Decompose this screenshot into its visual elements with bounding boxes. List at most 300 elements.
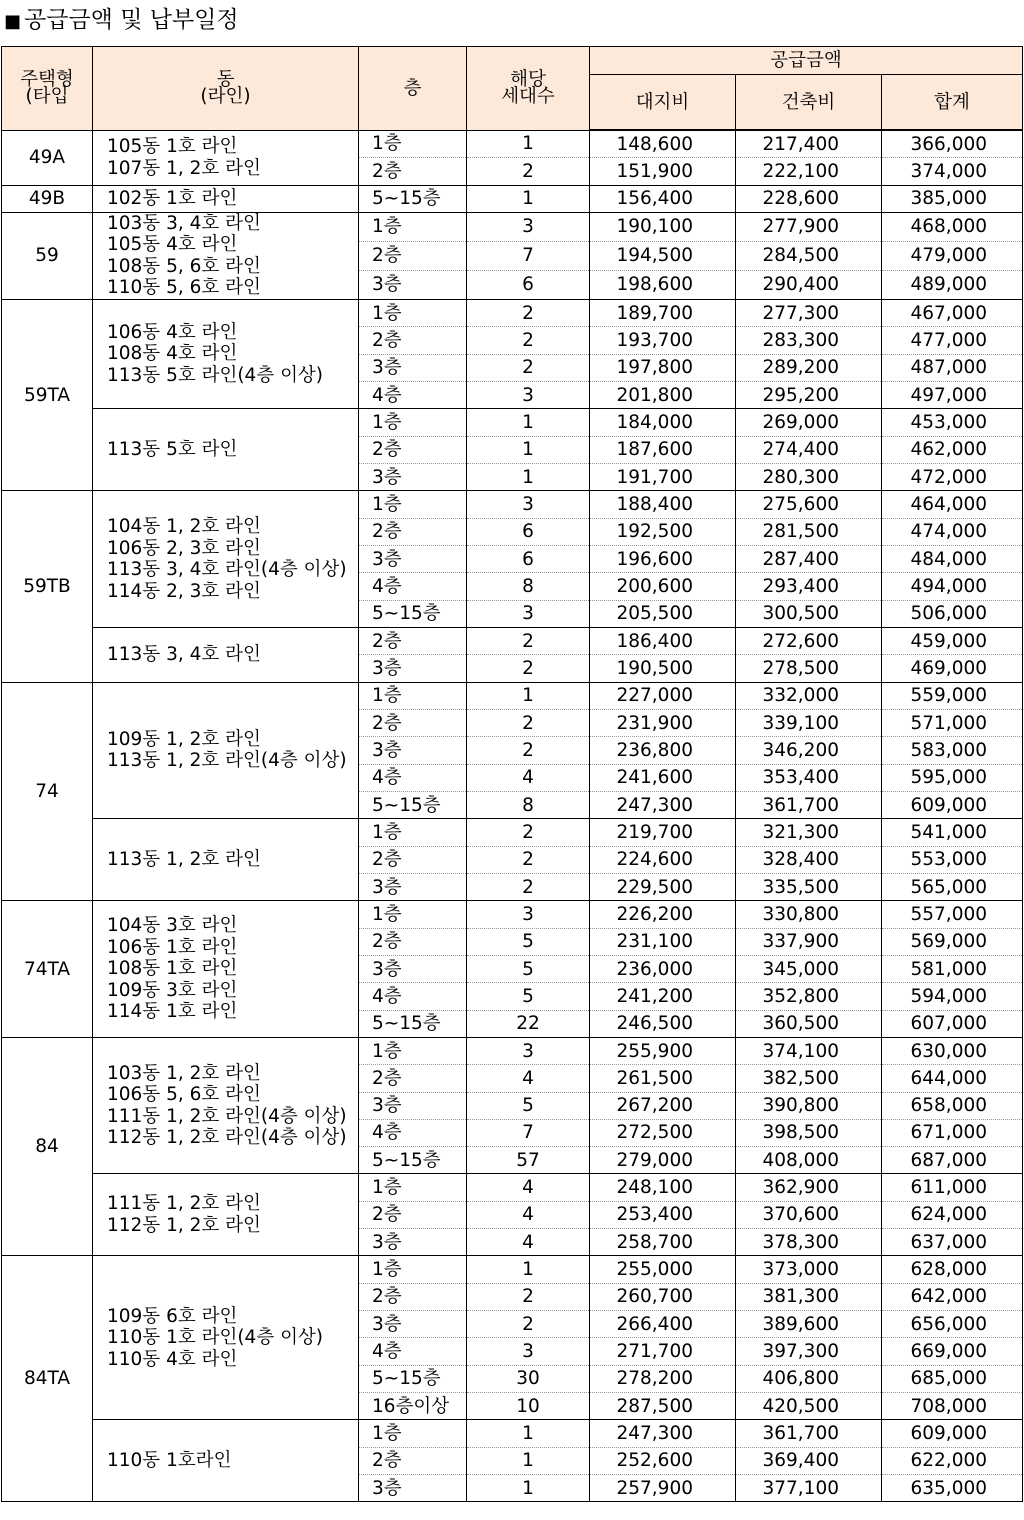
land-price-cell: 252,600 bbox=[590, 1447, 736, 1474]
floor-cell: 1층 bbox=[359, 901, 467, 928]
households-cell: 1 bbox=[467, 185, 590, 212]
building-price-cell: 406,800 bbox=[736, 1365, 882, 1392]
households-cell: 2 bbox=[467, 327, 590, 354]
type-cell: 84 bbox=[2, 1037, 93, 1256]
total-price-cell: 453,000 bbox=[882, 409, 1023, 436]
total-price-cell: 565,000 bbox=[882, 873, 1023, 900]
dong-cell: 105동 1호 라인 107동 1, 2호 라인 bbox=[93, 130, 359, 185]
total-price-cell: 637,000 bbox=[882, 1229, 1023, 1256]
floor-cell: 1층 bbox=[359, 491, 467, 518]
floor-cell: 4층 bbox=[359, 1338, 467, 1365]
land-price-cell: 194,500 bbox=[590, 241, 736, 270]
type-cell: 59TA bbox=[2, 299, 93, 490]
land-price-cell: 248,100 bbox=[590, 1174, 736, 1201]
building-price-cell: 289,200 bbox=[736, 354, 882, 381]
total-price-cell: 607,000 bbox=[882, 1010, 1023, 1037]
land-price-cell: 156,400 bbox=[590, 185, 736, 212]
floor-cell: 3층 bbox=[359, 873, 467, 900]
land-price-cell: 241,200 bbox=[590, 983, 736, 1010]
floor-cell: 5~15층 bbox=[359, 600, 467, 627]
total-price-cell: 469,000 bbox=[882, 655, 1023, 682]
floor-cell: 3층 bbox=[359, 463, 467, 490]
total-price-cell: 487,000 bbox=[882, 354, 1023, 381]
land-price-cell: 241,600 bbox=[590, 764, 736, 791]
table-row bbox=[2, 185, 1023, 212]
land-price-cell: 224,600 bbox=[590, 846, 736, 873]
header-households: 해당 세대수 bbox=[467, 47, 590, 131]
land-price-cell: 261,500 bbox=[590, 1065, 736, 1092]
type-cell: 84TA bbox=[2, 1256, 93, 1502]
total-price-cell: 595,000 bbox=[882, 764, 1023, 791]
building-price-cell: 284,500 bbox=[736, 241, 882, 270]
households-cell: 8 bbox=[467, 573, 590, 600]
households-cell: 2 bbox=[467, 627, 590, 654]
households-cell: 4 bbox=[467, 1229, 590, 1256]
households-cell: 2 bbox=[467, 1311, 590, 1338]
page-title bbox=[4, 2, 239, 38]
households-cell: 2 bbox=[467, 655, 590, 682]
total-price-cell: 489,000 bbox=[882, 270, 1023, 299]
households-cell: 6 bbox=[467, 270, 590, 299]
floor-cell: 3층 bbox=[359, 1092, 467, 1119]
total-price-cell: 462,000 bbox=[882, 436, 1023, 463]
total-price-cell: 557,000 bbox=[882, 901, 1023, 928]
floor-cell: 3층 bbox=[359, 955, 467, 982]
dong-cell: 104동 1, 2호 라인 106동 2, 3호 라인 113동 3, 4호 라인(4층 이상) 114동 2, 3호 라인 bbox=[93, 491, 359, 628]
building-price-cell: 278,500 bbox=[736, 655, 882, 682]
building-price-cell: 222,100 bbox=[736, 158, 882, 185]
households-cell: 1 bbox=[467, 1420, 590, 1447]
land-price-cell: 287,500 bbox=[590, 1393, 736, 1420]
dong-cell: 102동 1호 라인 bbox=[93, 185, 359, 212]
land-price-cell: 258,700 bbox=[590, 1229, 736, 1256]
land-price-cell: 205,500 bbox=[590, 600, 736, 627]
total-price-cell: 581,000 bbox=[882, 955, 1023, 982]
header-supply-group: 공급금액 bbox=[590, 47, 1023, 75]
land-price-cell: 219,700 bbox=[590, 819, 736, 846]
building-price-cell: 339,100 bbox=[736, 709, 882, 736]
floor-cell: 2층 bbox=[359, 1447, 467, 1474]
households-cell: 3 bbox=[467, 1037, 590, 1064]
households-cell: 2 bbox=[467, 819, 590, 846]
households-cell: 2 bbox=[467, 846, 590, 873]
floor-cell: 16층이상 bbox=[359, 1393, 467, 1420]
total-price-cell: 685,000 bbox=[882, 1365, 1023, 1392]
total-price-cell: 468,000 bbox=[882, 212, 1023, 241]
building-price-cell: 280,300 bbox=[736, 463, 882, 490]
floor-cell: 1층 bbox=[359, 1174, 467, 1201]
building-price-cell: 345,000 bbox=[736, 955, 882, 982]
dong-cell: 110동 1호라인 bbox=[93, 1420, 359, 1502]
land-price-cell: 227,000 bbox=[590, 682, 736, 709]
total-price-cell: 385,000 bbox=[882, 185, 1023, 212]
building-price-cell: 228,600 bbox=[736, 185, 882, 212]
floor-cell: 2층 bbox=[359, 928, 467, 955]
land-price-cell: 192,500 bbox=[590, 518, 736, 545]
building-price-cell: 335,500 bbox=[736, 873, 882, 900]
floor-cell: 1층 bbox=[359, 682, 467, 709]
total-price-cell: 464,000 bbox=[882, 491, 1023, 518]
building-price-cell: 360,500 bbox=[736, 1010, 882, 1037]
building-price-cell: 378,300 bbox=[736, 1229, 882, 1256]
total-price-cell: 594,000 bbox=[882, 983, 1023, 1010]
total-price-cell: 609,000 bbox=[882, 791, 1023, 818]
land-price-cell: 186,400 bbox=[590, 627, 736, 654]
building-price-cell: 352,800 bbox=[736, 983, 882, 1010]
land-price-cell: 266,400 bbox=[590, 1311, 736, 1338]
land-price-cell: 229,500 bbox=[590, 873, 736, 900]
building-price-cell: 389,600 bbox=[736, 1311, 882, 1338]
building-price-cell: 293,400 bbox=[736, 573, 882, 600]
households-cell: 2 bbox=[467, 354, 590, 381]
table-row bbox=[2, 682, 1023, 709]
building-price-cell: 361,700 bbox=[736, 1420, 882, 1447]
households-cell: 22 bbox=[467, 1010, 590, 1037]
land-price-cell: 196,600 bbox=[590, 545, 736, 572]
land-price-cell: 226,200 bbox=[590, 901, 736, 928]
table-row bbox=[2, 212, 1023, 241]
floor-cell: 2층 bbox=[359, 846, 467, 873]
total-price-cell: 459,000 bbox=[882, 627, 1023, 654]
households-cell: 3 bbox=[467, 491, 590, 518]
floor-cell: 4층 bbox=[359, 983, 467, 1010]
total-price-cell: 571,000 bbox=[882, 709, 1023, 736]
land-price-cell: 236,800 bbox=[590, 737, 736, 764]
table-row bbox=[2, 299, 1023, 326]
type-cell: 74 bbox=[2, 682, 93, 901]
households-cell: 2 bbox=[467, 158, 590, 185]
building-price-cell: 370,600 bbox=[736, 1201, 882, 1228]
floor-cell: 4층 bbox=[359, 381, 467, 408]
floor-cell: 2층 bbox=[359, 627, 467, 654]
households-cell: 4 bbox=[467, 764, 590, 791]
households-cell: 30 bbox=[467, 1365, 590, 1392]
land-price-cell: 187,600 bbox=[590, 436, 736, 463]
building-price-cell: 390,800 bbox=[736, 1092, 882, 1119]
land-price-cell: 190,100 bbox=[590, 212, 736, 241]
floor-cell: 4층 bbox=[359, 573, 467, 600]
land-price-cell: 231,900 bbox=[590, 709, 736, 736]
households-cell: 1 bbox=[467, 436, 590, 463]
dong-cell: 111동 1, 2호 라인 112동 1, 2호 라인 bbox=[93, 1174, 359, 1256]
floor-cell: 3층 bbox=[359, 1475, 467, 1502]
header-land: 대지비 bbox=[590, 75, 736, 131]
floor-cell: 2층 bbox=[359, 1201, 467, 1228]
total-price-cell: 642,000 bbox=[882, 1283, 1023, 1310]
table-row bbox=[2, 901, 1023, 928]
building-price-cell: 377,100 bbox=[736, 1475, 882, 1502]
households-cell: 6 bbox=[467, 545, 590, 572]
floor-cell: 1층 bbox=[359, 299, 467, 326]
floor-cell: 1층 bbox=[359, 409, 467, 436]
land-price-cell: 267,200 bbox=[590, 1092, 736, 1119]
building-price-cell: 381,300 bbox=[736, 1283, 882, 1310]
households-cell: 2 bbox=[467, 1283, 590, 1310]
table-row bbox=[2, 1174, 1023, 1201]
header-dong: 동 (라인) bbox=[93, 47, 359, 131]
total-price-cell: 472,000 bbox=[882, 463, 1023, 490]
households-cell: 7 bbox=[467, 241, 590, 270]
floor-cell: 2층 bbox=[359, 327, 467, 354]
dong-cell: 109동 6호 라인 110동 1호 라인(4층 이상) 110동 4호 라인 bbox=[93, 1256, 359, 1420]
land-price-cell: 246,500 bbox=[590, 1010, 736, 1037]
type-cell: 49B bbox=[2, 185, 93, 212]
floor-cell: 1층 bbox=[359, 1420, 467, 1447]
land-price-cell: 190,500 bbox=[590, 655, 736, 682]
dong-cell: 104동 3호 라인 106동 1호 라인 108동 1호 라인 109동 3호 라인 114동 1호 라인 bbox=[93, 901, 359, 1038]
building-price-cell: 281,500 bbox=[736, 518, 882, 545]
dong-cell: 113동 5호 라인 bbox=[93, 409, 359, 491]
table-row bbox=[2, 1037, 1023, 1064]
total-price-cell: 628,000 bbox=[882, 1256, 1023, 1283]
households-cell: 3 bbox=[467, 901, 590, 928]
households-cell: 4 bbox=[467, 1065, 590, 1092]
households-cell: 3 bbox=[467, 600, 590, 627]
building-price-cell: 274,400 bbox=[736, 436, 882, 463]
table-row bbox=[2, 130, 1023, 158]
households-cell: 2 bbox=[467, 299, 590, 326]
households-cell: 1 bbox=[467, 1475, 590, 1502]
households-cell: 5 bbox=[467, 1092, 590, 1119]
total-price-cell: 479,000 bbox=[882, 241, 1023, 270]
land-price-cell: 193,700 bbox=[590, 327, 736, 354]
total-price-cell: 622,000 bbox=[882, 1447, 1023, 1474]
land-price-cell: 200,600 bbox=[590, 573, 736, 600]
households-cell: 3 bbox=[467, 1338, 590, 1365]
households-cell: 5 bbox=[467, 955, 590, 982]
total-price-cell: 644,000 bbox=[882, 1065, 1023, 1092]
building-price-cell: 373,000 bbox=[736, 1256, 882, 1283]
type-cell: 59 bbox=[2, 212, 93, 299]
building-price-cell: 272,600 bbox=[736, 627, 882, 654]
building-price-cell: 337,900 bbox=[736, 928, 882, 955]
land-price-cell: 278,200 bbox=[590, 1365, 736, 1392]
households-cell: 6 bbox=[467, 518, 590, 545]
building-price-cell: 269,000 bbox=[736, 409, 882, 436]
land-price-cell: 198,600 bbox=[590, 270, 736, 299]
type-cell: 74TA bbox=[2, 901, 93, 1038]
total-price-cell: 624,000 bbox=[882, 1201, 1023, 1228]
households-cell: 1 bbox=[467, 682, 590, 709]
title-square-icon: ■ bbox=[4, 11, 22, 32]
households-cell: 3 bbox=[467, 212, 590, 241]
floor-cell: 3층 bbox=[359, 354, 467, 381]
building-price-cell: 277,900 bbox=[736, 212, 882, 241]
land-price-cell: 272,500 bbox=[590, 1119, 736, 1146]
land-price-cell: 191,700 bbox=[590, 463, 736, 490]
building-price-cell: 408,000 bbox=[736, 1147, 882, 1174]
building-price-cell: 328,400 bbox=[736, 846, 882, 873]
floor-cell: 2층 bbox=[359, 1065, 467, 1092]
dong-cell: 103동 1, 2호 라인 106동 5, 6호 라인 111동 1, 2호 라인(4층 이상) 112동 1, 2호 라인(4층 이상) bbox=[93, 1037, 359, 1174]
land-price-cell: 247,300 bbox=[590, 791, 736, 818]
total-price-cell: 494,000 bbox=[882, 573, 1023, 600]
building-price-cell: 217,400 bbox=[736, 130, 882, 158]
table-header bbox=[2, 47, 1023, 131]
land-price-cell: 257,900 bbox=[590, 1475, 736, 1502]
land-price-cell: 189,700 bbox=[590, 299, 736, 326]
total-price-cell: 467,000 bbox=[882, 299, 1023, 326]
header-building: 건축비 bbox=[736, 75, 882, 131]
building-price-cell: 283,300 bbox=[736, 327, 882, 354]
land-price-cell: 279,000 bbox=[590, 1147, 736, 1174]
floor-cell: 5~15층 bbox=[359, 185, 467, 212]
total-price-cell: 609,000 bbox=[882, 1420, 1023, 1447]
households-cell: 57 bbox=[467, 1147, 590, 1174]
building-price-cell: 300,500 bbox=[736, 600, 882, 627]
floor-cell: 3층 bbox=[359, 655, 467, 682]
households-cell: 10 bbox=[467, 1393, 590, 1420]
building-price-cell: 277,300 bbox=[736, 299, 882, 326]
building-price-cell: 346,200 bbox=[736, 737, 882, 764]
total-price-cell: 506,000 bbox=[882, 600, 1023, 627]
floor-cell: 1층 bbox=[359, 212, 467, 241]
land-price-cell: 260,700 bbox=[590, 1283, 736, 1310]
total-price-cell: 474,000 bbox=[882, 518, 1023, 545]
floor-cell: 3층 bbox=[359, 545, 467, 572]
households-cell: 5 bbox=[467, 928, 590, 955]
building-price-cell: 330,800 bbox=[736, 901, 882, 928]
floor-cell: 2층 bbox=[359, 1283, 467, 1310]
total-price-cell: 484,000 bbox=[882, 545, 1023, 572]
floor-cell: 4층 bbox=[359, 1119, 467, 1146]
total-price-cell: 669,000 bbox=[882, 1338, 1023, 1365]
total-price-cell: 671,000 bbox=[882, 1119, 1023, 1146]
title-text: 공급금액 및 납부일정 bbox=[24, 7, 239, 33]
dong-cell: 103동 3, 4호 라인 105동 4호 라인 108동 5, 6호 라인 110동 5, 6호 라인 bbox=[93, 212, 359, 299]
building-price-cell: 374,100 bbox=[736, 1037, 882, 1064]
table-row bbox=[2, 409, 1023, 436]
table-row bbox=[2, 491, 1023, 518]
floor-cell: 4층 bbox=[359, 764, 467, 791]
land-price-cell: 271,700 bbox=[590, 1338, 736, 1365]
households-cell: 7 bbox=[467, 1119, 590, 1146]
building-price-cell: 382,500 bbox=[736, 1065, 882, 1092]
land-price-cell: 188,400 bbox=[590, 491, 736, 518]
households-cell: 5 bbox=[467, 983, 590, 1010]
dong-cell: 106동 4호 라인 108동 4호 라인 113동 5호 라인(4층 이상) bbox=[93, 299, 359, 408]
total-price-cell: 477,000 bbox=[882, 327, 1023, 354]
total-price-cell: 497,000 bbox=[882, 381, 1023, 408]
floor-cell: 1층 bbox=[359, 1037, 467, 1064]
land-price-cell: 255,000 bbox=[590, 1256, 736, 1283]
dong-cell: 109동 1, 2호 라인 113동 1, 2호 라인(4층 이상) bbox=[93, 682, 359, 819]
households-cell: 4 bbox=[467, 1201, 590, 1228]
dong-cell: 113동 3, 4호 라인 bbox=[93, 627, 359, 682]
households-cell: 3 bbox=[467, 381, 590, 408]
building-price-cell: 287,400 bbox=[736, 545, 882, 572]
land-price-cell: 151,900 bbox=[590, 158, 736, 185]
land-price-cell: 255,900 bbox=[590, 1037, 736, 1064]
floor-cell: 1층 bbox=[359, 1256, 467, 1283]
households-cell: 1 bbox=[467, 1256, 590, 1283]
total-price-cell: 541,000 bbox=[882, 819, 1023, 846]
header-total: 합계 bbox=[882, 75, 1023, 131]
floor-cell: 3층 bbox=[359, 737, 467, 764]
floor-cell: 1층 bbox=[359, 819, 467, 846]
households-cell: 1 bbox=[467, 463, 590, 490]
floor-cell: 2층 bbox=[359, 709, 467, 736]
table-body bbox=[2, 130, 1023, 1502]
households-cell: 1 bbox=[467, 1447, 590, 1474]
header-floor: 층 bbox=[359, 47, 467, 131]
total-price-cell: 635,000 bbox=[882, 1475, 1023, 1502]
floor-cell: 5~15층 bbox=[359, 1147, 467, 1174]
building-price-cell: 332,000 bbox=[736, 682, 882, 709]
households-cell: 1 bbox=[467, 409, 590, 436]
total-price-cell: 656,000 bbox=[882, 1311, 1023, 1338]
households-cell: 4 bbox=[467, 1174, 590, 1201]
building-price-cell: 353,400 bbox=[736, 764, 882, 791]
table-row bbox=[2, 1256, 1023, 1283]
land-price-cell: 184,000 bbox=[590, 409, 736, 436]
total-price-cell: 708,000 bbox=[882, 1393, 1023, 1420]
floor-cell: 1층 bbox=[359, 130, 467, 158]
floor-cell: 2층 bbox=[359, 241, 467, 270]
supply-price-table bbox=[1, 46, 1023, 1502]
header-type: 주택형 (타입 bbox=[2, 47, 93, 131]
type-cell: 49A bbox=[2, 130, 93, 185]
total-price-cell: 583,000 bbox=[882, 737, 1023, 764]
floor-cell: 2층 bbox=[359, 518, 467, 545]
floor-cell: 5~15층 bbox=[359, 791, 467, 818]
type-cell: 59TB bbox=[2, 491, 93, 682]
total-price-cell: 611,000 bbox=[882, 1174, 1023, 1201]
table-row bbox=[2, 819, 1023, 846]
building-price-cell: 290,400 bbox=[736, 270, 882, 299]
building-price-cell: 295,200 bbox=[736, 381, 882, 408]
building-price-cell: 398,500 bbox=[736, 1119, 882, 1146]
total-price-cell: 553,000 bbox=[882, 846, 1023, 873]
building-price-cell: 420,500 bbox=[736, 1393, 882, 1420]
total-price-cell: 569,000 bbox=[882, 928, 1023, 955]
floor-cell: 3층 bbox=[359, 270, 467, 299]
land-price-cell: 197,800 bbox=[590, 354, 736, 381]
floor-cell: 2층 bbox=[359, 436, 467, 463]
building-price-cell: 397,300 bbox=[736, 1338, 882, 1365]
total-price-cell: 687,000 bbox=[882, 1147, 1023, 1174]
households-cell: 2 bbox=[467, 737, 590, 764]
households-cell: 1 bbox=[467, 130, 590, 158]
land-price-cell: 247,300 bbox=[590, 1420, 736, 1447]
table-row bbox=[2, 1420, 1023, 1447]
land-price-cell: 201,800 bbox=[590, 381, 736, 408]
building-price-cell: 361,700 bbox=[736, 791, 882, 818]
land-price-cell: 148,600 bbox=[590, 130, 736, 158]
total-price-cell: 630,000 bbox=[882, 1037, 1023, 1064]
total-price-cell: 559,000 bbox=[882, 682, 1023, 709]
floor-cell: 3층 bbox=[359, 1311, 467, 1338]
floor-cell: 5~15층 bbox=[359, 1365, 467, 1392]
households-cell: 2 bbox=[467, 709, 590, 736]
land-price-cell: 236,000 bbox=[590, 955, 736, 982]
total-price-cell: 658,000 bbox=[882, 1092, 1023, 1119]
building-price-cell: 362,900 bbox=[736, 1174, 882, 1201]
building-price-cell: 321,300 bbox=[736, 819, 882, 846]
building-price-cell: 369,400 bbox=[736, 1447, 882, 1474]
land-price-cell: 231,100 bbox=[590, 928, 736, 955]
households-cell: 2 bbox=[467, 873, 590, 900]
households-cell: 8 bbox=[467, 791, 590, 818]
table-row bbox=[2, 627, 1023, 654]
floor-cell: 3층 bbox=[359, 1229, 467, 1256]
land-price-cell: 253,400 bbox=[590, 1201, 736, 1228]
dong-cell: 113동 1, 2호 라인 bbox=[93, 819, 359, 901]
total-price-cell: 366,000 bbox=[882, 130, 1023, 158]
total-price-cell: 374,000 bbox=[882, 158, 1023, 185]
floor-cell: 5~15층 bbox=[359, 1010, 467, 1037]
floor-cell: 2층 bbox=[359, 158, 467, 185]
